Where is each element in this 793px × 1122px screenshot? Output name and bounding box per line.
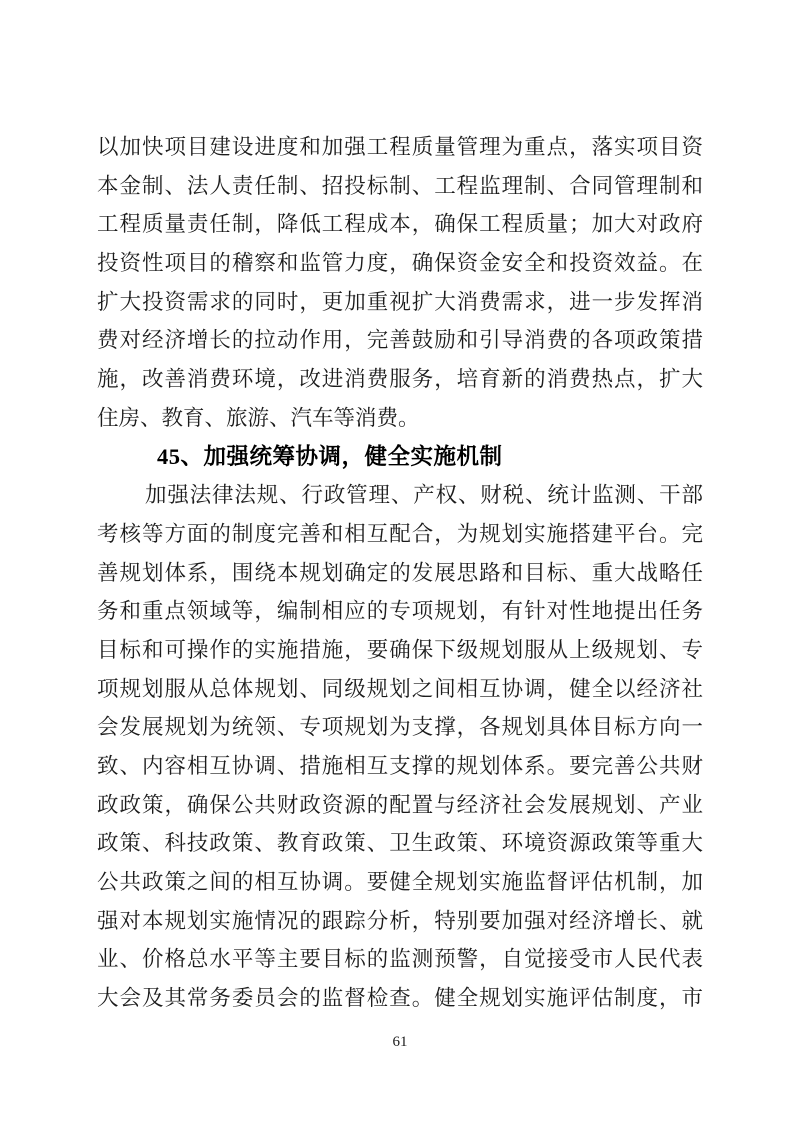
text-line: 考核等方面的制度完善和相互配合，为规划实施搭建平台。完: [97, 521, 703, 546]
text-line: 政策、科技政策、教育政策、卫生政策、环境资源政策等重大: [97, 831, 703, 856]
text-line: 以加快项目建设进度和加强工程质量管理为重点，落实项目资: [97, 135, 703, 159]
section-heading: 45、加强统筹协调，健全实施机制: [157, 443, 503, 469]
text-line: 扩大投资需求的同时，更加重视扩大消费需求，进一步发挥消: [97, 289, 703, 314]
paragraph-main: [97, 476, 703, 1018]
text-line: 业、价格总水平等主要目标的监测预警，自觉接受市人民代表: [97, 947, 703, 972]
text-line: 加强法律法规、行政管理、产权、财税、统计监测、干部: [145, 483, 703, 508]
text-line: 政政策，确保公共财政资源的配置与经济社会发展规划、产业: [97, 792, 703, 817]
text-line: 务和重点领域等，编制相应的专项规划，有针对性地提出任务: [97, 599, 703, 624]
text-line: 施，改善消费环境，改进消费服务，培育新的消费热点，扩大: [97, 367, 703, 392]
text-line: 项规划服从总体规划、同级规划之间相互协调，健全以经济社: [97, 676, 703, 701]
page-number: 61: [392, 1034, 408, 1050]
text-column: [97, 128, 703, 1018]
text-line: 目标和可操作的实施措施，要确保下级规划服从上级规划、专: [97, 637, 703, 662]
text-line: 公共政策之间的相互协调。要健全规划实施监督评估机制，加: [97, 870, 703, 895]
text-line: 投资性项目的稽察和监管力度，确保资金安全和投资效益。在: [97, 251, 703, 276]
text-line: 工程质量责任制，降低工程成本，确保工程质量；加大对政府: [97, 212, 703, 237]
text-line: 住房、教育、旅游、汽车等消费。: [97, 405, 420, 430]
text-line: 善规划体系，围绕本规划确定的发展思路和目标、重大战略任: [97, 560, 703, 585]
text-line: 大会及其常务委员会的监督检查。健全规划实施评估制度，市: [97, 986, 703, 1011]
text-line: 致、内容相互协调、措施相互支撑的规划体系。要完善公共财: [97, 754, 703, 778]
text-line: 本金制、法人责任制、招投标制、工程监理制、合同管理制和: [97, 173, 703, 198]
paragraph-continuation: [97, 128, 703, 438]
text-line: 会发展规划为统领、专项规划为支撑，各规划具体目标方向一: [97, 715, 703, 740]
text-line: 强对本规划实施情况的跟踪分析，特别要加强对经济增长、就: [97, 908, 703, 933]
text-line: 费对经济增长的拉动作用，完善鼓励和引导消费的各项政策措: [97, 328, 703, 353]
